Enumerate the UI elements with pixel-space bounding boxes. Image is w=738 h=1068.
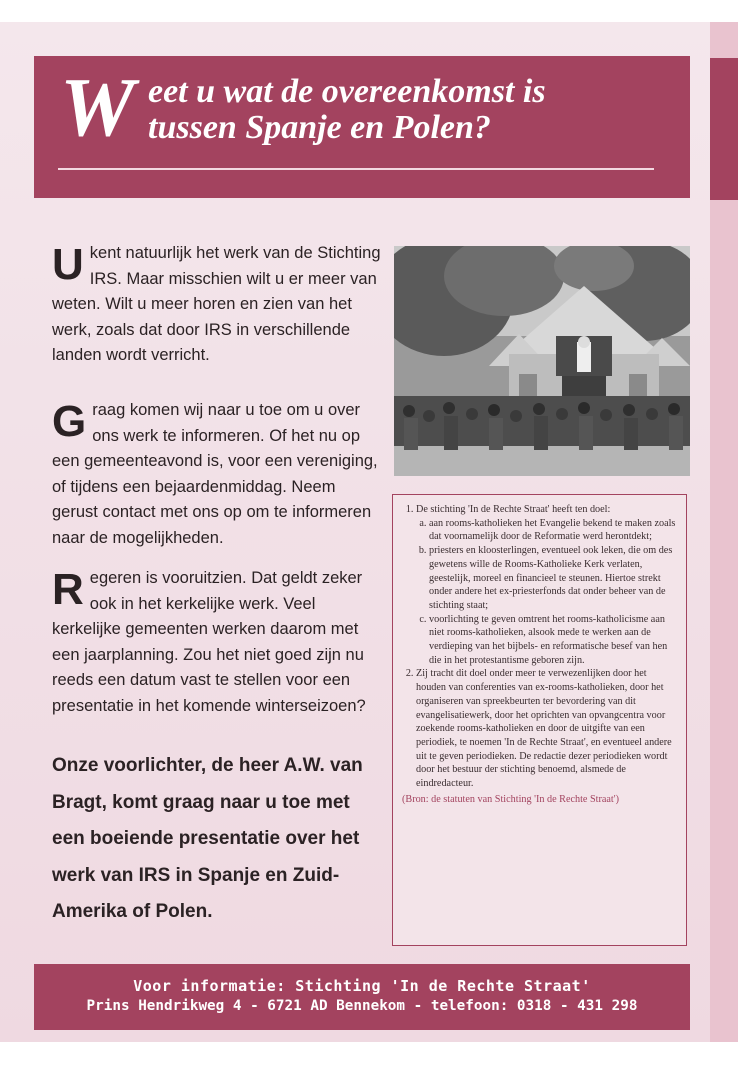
header-banner: [34, 56, 690, 198]
statute-item-1a: a. aan rooms-katholieken het Evangelie bekend te maken zoals dat voornamelijk door de Reformatie werd herontdekt;: [429, 517, 678, 544]
footer-line-1: Voor informatie: Stichting 'In de Rechte Straat': [133, 977, 591, 995]
paragraph-text: kent natuurlijk het werk van de Stichting IRS. Maar misschien wilt u er meer van weten. Wilt u meer horen en zien van het werk, zoals dat door IRS in verschillende landen wordt verricht.: [52, 244, 381, 364]
drop-cap-u: U: [52, 240, 84, 289]
paragraph-intro: [52, 241, 382, 369]
statutes-list: [402, 503, 678, 791]
statute-item-2: 2. Zij tracht dit doel onder meer te verwezenlijken door het houden van conferenties van ex-rooms-katholieken, door het organiseren van spreekbeurten ter bevordering van dit evangelisatiewerk, door het oprichten van opvangcentra voor zoekende rooms-katholieken en door de uitgifte van een periodiek, te noemen 'In de Rechte Straat', en eventueel andere uit te geven periodieken. De redactie dezer periodieken wordt door het bestuur der stichting benoemd, alsmede de eindredacteur.: [416, 667, 678, 790]
side-strip-accent: [710, 58, 738, 200]
statute-item-1-intro: De stichting 'In de Rechte Straat' heeft ten doel:: [416, 504, 611, 515]
header-rule: [58, 168, 654, 170]
drop-cap-g: G: [52, 397, 87, 446]
statute-item-1: [416, 503, 678, 667]
paragraph-planning: [52, 566, 382, 719]
statute-sublist: [416, 517, 678, 668]
statutes-box: [392, 494, 687, 946]
drop-cap-r: R: [52, 565, 84, 614]
footer-line-2: Prins Hendrikweg 4 - 6721 AD Bennekom - telefoon: 0318 - 431 298: [86, 998, 638, 1014]
church-photo: [394, 246, 690, 476]
footer-banner: [34, 964, 690, 1030]
statute-item-1c: c. voorlichting te geven omtrent het rooms-katholicisme aan niet rooms-katholieken, alsook mede te werken aan de verdieping van het bijbels- en reformatische besef van hen die in het protestantisme geboren zijn.: [429, 613, 678, 668]
paragraph-visit: [52, 398, 382, 551]
church-photo-illustration: [394, 246, 690, 476]
header-drop-cap: W: [60, 61, 135, 154]
page-title: [148, 74, 668, 146]
statute-item-1b: b. priesters en kloosterlingen, eventueel ook leken, die om des gewetens wille de Rooms-Katholieke Kerk verlaten, geestelijk, moreel en financieel te steunen. Hiertoe strekt onder andere het ex-priesterfonds dat onder beheer van de stichting staat;: [429, 544, 678, 613]
highlight-callout: Onze voorlichter, de heer A.W. van Bragt, komt graag naar u toe met een boeiende presentatie over het werk van IRS in Spanje en Zuid-Amerika of Polen.: [52, 755, 363, 922]
title-line-1: eet u wat de overeenkomst is: [148, 73, 546, 110]
paragraph-text: raag komen wij naar u toe om u over ons werk te informeren. Of het nu op een gemeenteavond is, voor een vereniging, of tijdens een bejaardenmiddag. Neem gerust contact met ons op om te informeren naar de mogelijkheden.: [52, 401, 378, 547]
paragraph-text: egeren is vooruitzien. Dat geldt zeker ook in het kerkelijke werk. Veel kerkelijke gemeenten werken daarom met een jaarplanning. Zou het niet goed zijn nu reeds een datum vast te stellen voor een presentatie in het komende winterseizoen?: [52, 569, 366, 715]
title-line-2: tussen Spanje en Polen?: [148, 109, 491, 146]
statutes-source: (Bron: de statuten van Stichting 'In de Rechte Straat'): [402, 793, 619, 805]
